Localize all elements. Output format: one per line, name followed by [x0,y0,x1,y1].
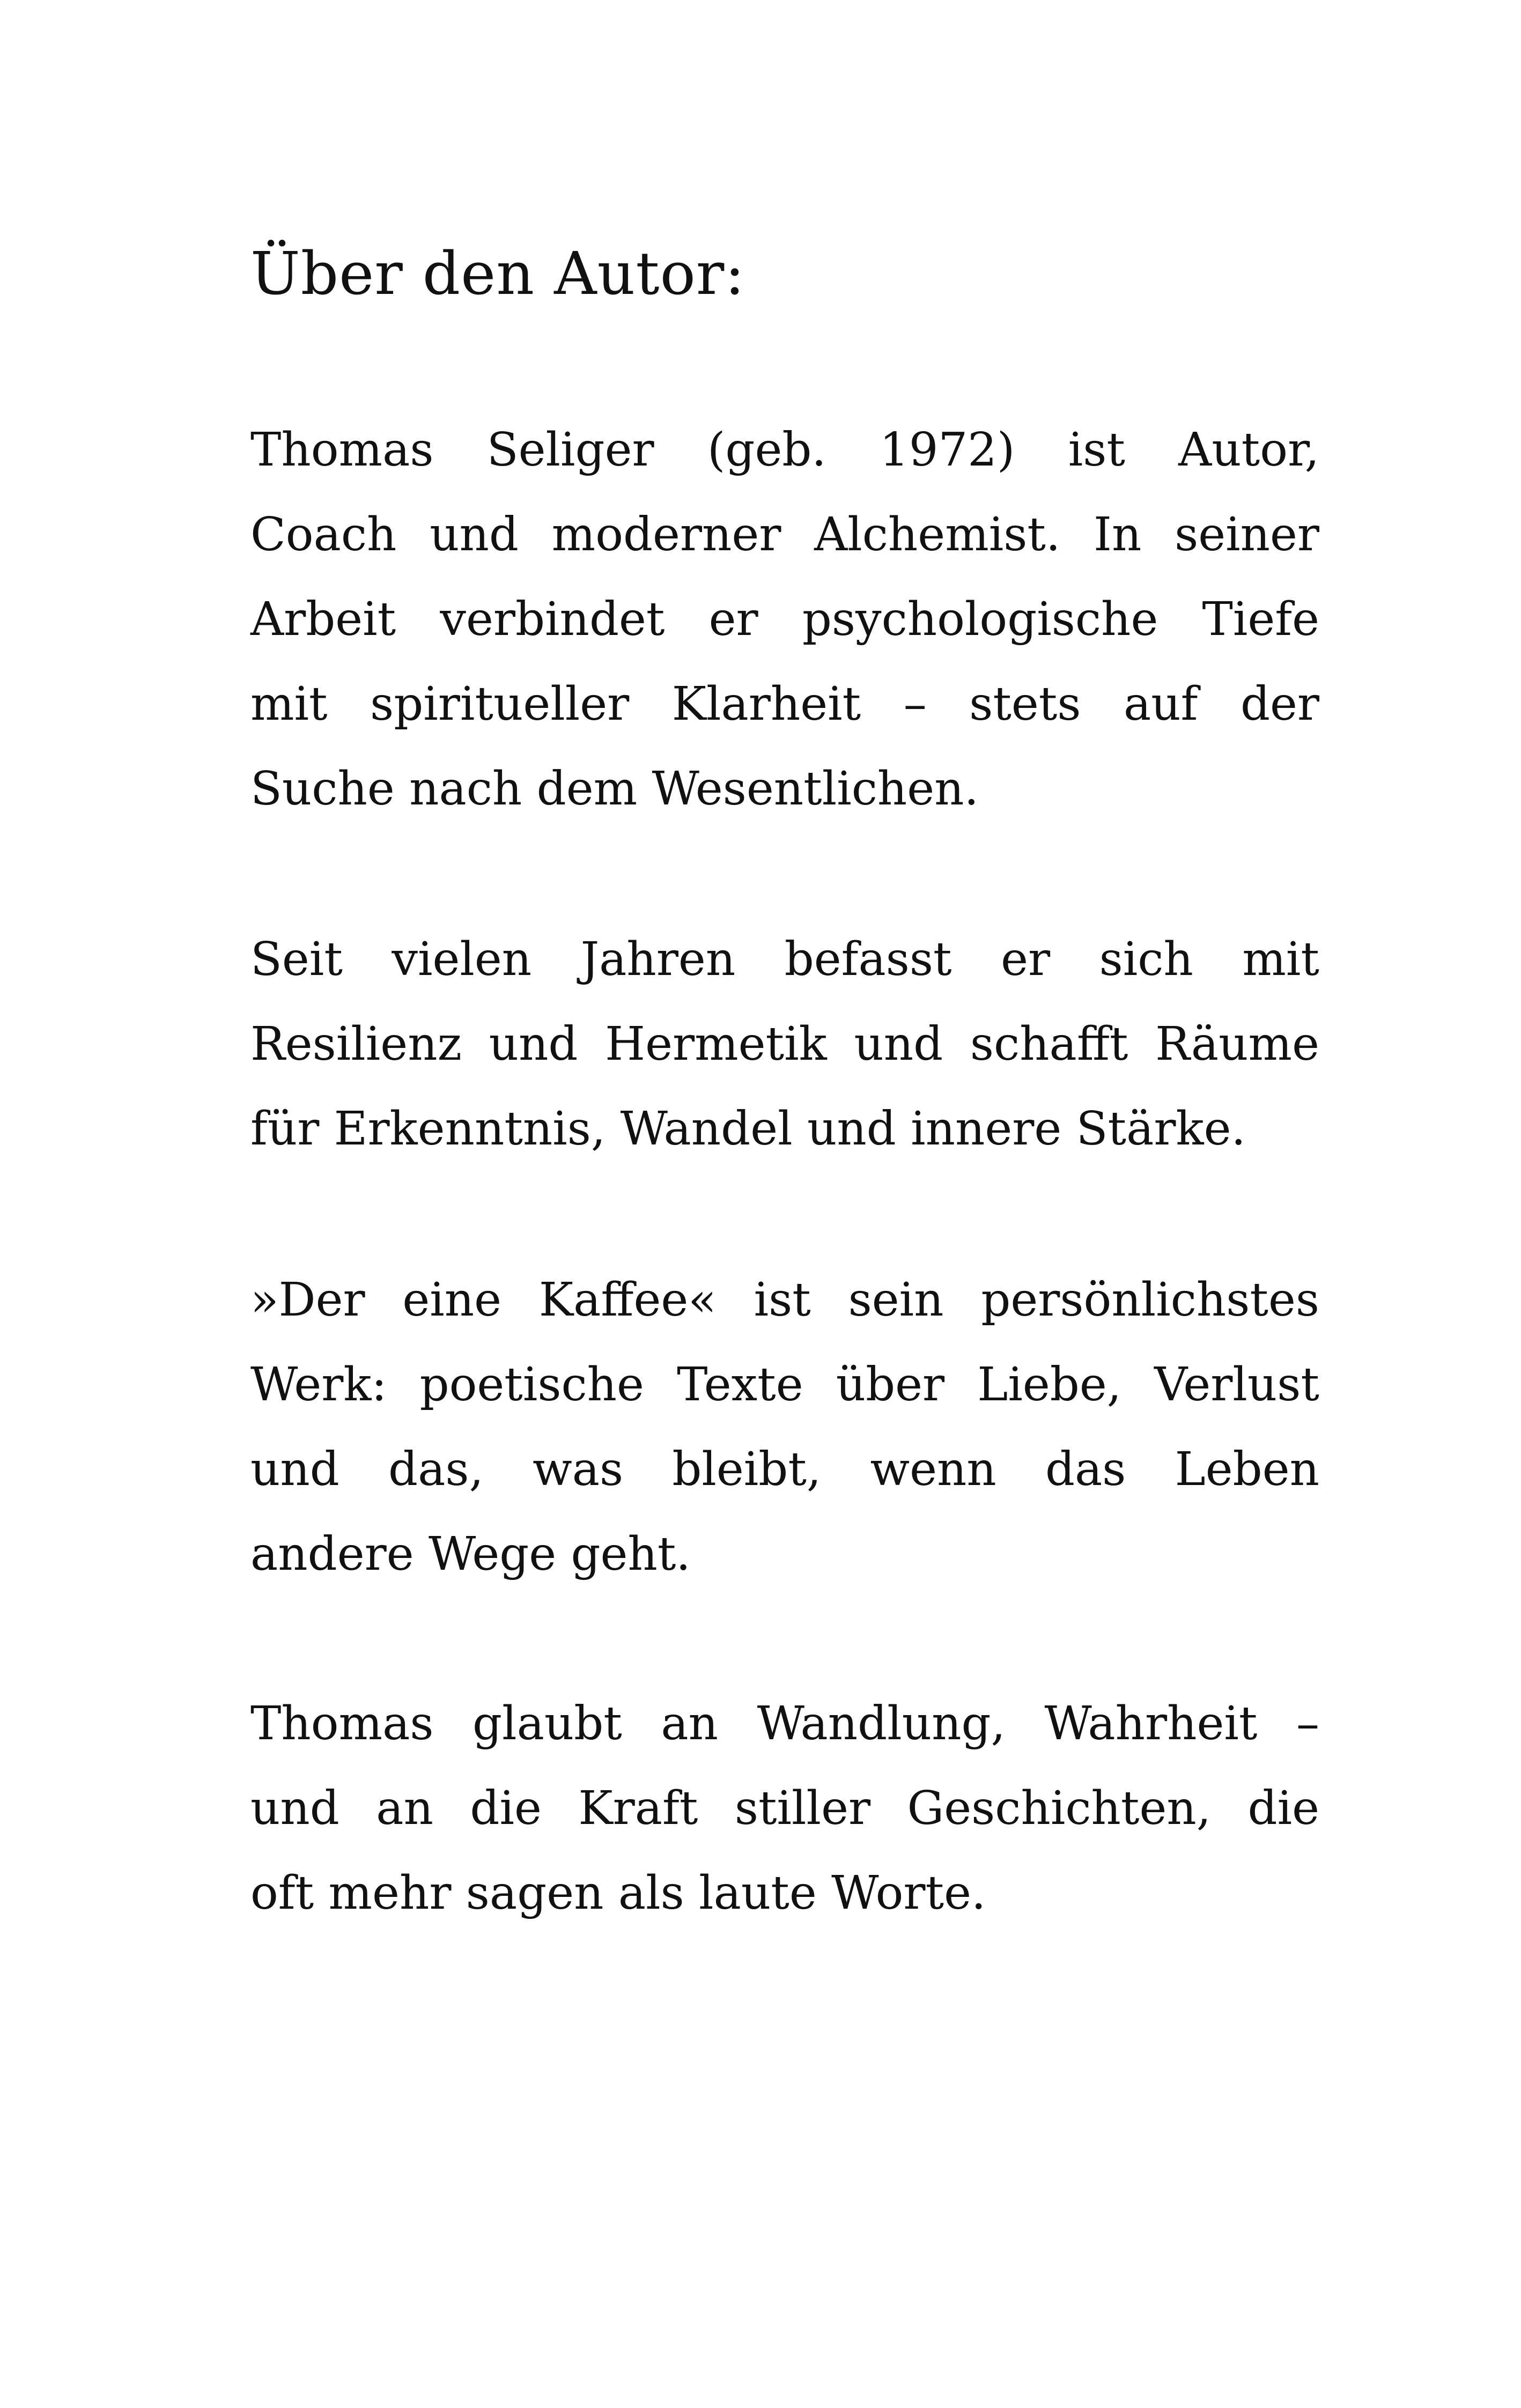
paragraph-work-focus [250,917,1319,1171]
text-line: mit spiritueller Klarheit – stets auf der [250,677,1319,731]
text-line: Werk: poetische Texte über Liebe, Verlust [250,1358,1319,1412]
text-line: Suche nach dem Wesentlichen. [250,762,979,816]
text-line: Thomas glaubt an Wandlung, Wahrheit – [250,1697,1319,1750]
paragraph-beliefs [250,1681,1319,1936]
text-line: und an die Kraft stiller Geschichten, die [250,1782,1319,1835]
text-line: Arbeit verbindet er psychologische Tiefe [250,593,1319,646]
text-line: andere Wege geht. [250,1527,691,1581]
page-heading: Über den Autor: [250,239,745,308]
text-line: und das, was bleibt, wenn das Leben [250,1443,1319,1496]
text-line: Coach und moderner Alchemist. In seiner [250,508,1319,562]
text-line: Seit vielen Jahren befasst er sich mit [250,933,1319,986]
text-line: oft mehr sagen als laute Worte. [250,1866,986,1920]
text-line: Thomas Seliger (geb. 1972) ist Autor, [250,423,1319,477]
text-line: Resilienz und Hermetik und schafft Räume [250,1017,1319,1071]
text-line: »Der eine Kaffee« ist sein persönlichstes [250,1273,1319,1327]
paragraph-biography [250,408,1319,831]
paragraph-book-description [250,1258,1319,1597]
text-line: für Erkenntnis, Wandel und innere Stärke. [250,1102,1246,1156]
